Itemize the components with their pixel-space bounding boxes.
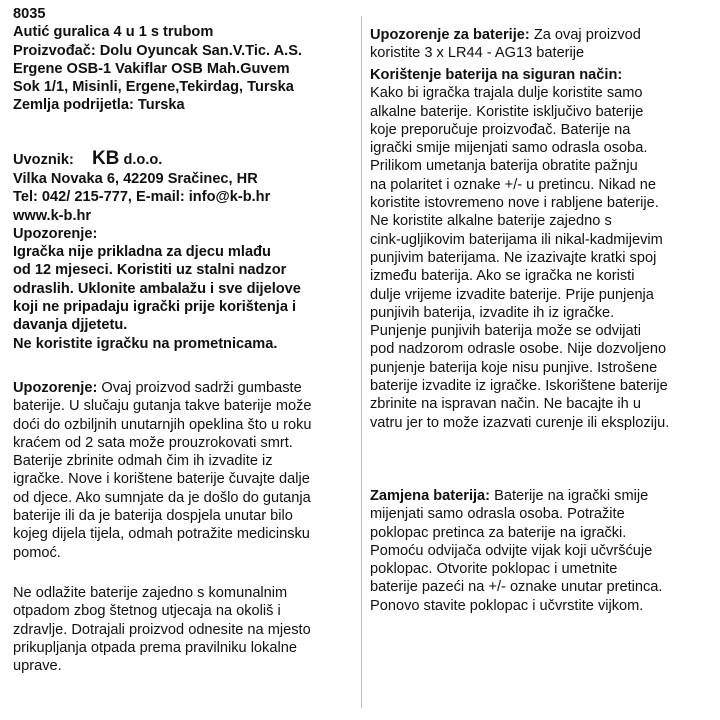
- safe-use-title: Korištenje baterija na siguran način:: [370, 67, 623, 83]
- country-of-origin: Zemlja podrijetla: Turska: [13, 97, 185, 114]
- disposal-line: prikupljanja otpada prema pravilniku lokalne: [13, 639, 297, 656]
- replacement-line: poklopac pretinca za baterije na igrački.: [370, 524, 627, 541]
- importer-brand-logo: KB: [91, 148, 120, 169]
- warning-text-line: baterije ili da je baterija dospjela unutar bilo: [13, 508, 293, 525]
- battery-ingestion-warning: [13, 379, 312, 562]
- battery-replacement: [370, 487, 662, 615]
- safe-use-line: baterije izvadite iz igračke. Iskorištene baterije: [370, 378, 668, 395]
- safe-use-line: Prilikom umetanja baterija obratite pažnju: [370, 158, 638, 175]
- warning-text-line: igračke. Nove i korištene baterije čuvajte dalje: [13, 471, 310, 488]
- importer-website: www.k-b.hr: [13, 207, 92, 224]
- warning-text-line: pomoć.: [13, 544, 61, 561]
- warning-line: davanja djjetetu.: [13, 317, 128, 334]
- replacement-line: Ponovo stavite poklopac i učvrstite vijkom.: [370, 597, 644, 614]
- replacement-line: Pomoću odvijača odvijte vijak koji učvršćuje: [370, 542, 653, 559]
- warning-line: od 12 mjeseci. Koristiti uz stalni nadzor: [13, 262, 287, 279]
- safe-use-line: alkalne baterije. Koristite isključivo baterije: [370, 103, 644, 120]
- warning-text-line: doći do ozbiljnih unutarnjih opeklina što u roku: [13, 416, 312, 433]
- safe-use-line: Kako bi igračka trajala dulje koristite samo: [370, 85, 643, 102]
- safe-use-line: zbrinite na ispravan način. Ne bacajte ih u: [370, 396, 641, 413]
- warning-text-line: od djece. Ako sumnjate da je došlo do gutanja: [13, 489, 311, 506]
- warning-heading: Upozorenje:: [13, 225, 98, 242]
- safe-use-line: Ne koristite alkalne baterije zajedno s: [370, 213, 612, 230]
- safe-use-line: igrački smije mijenjati samo odrasla osoba.: [370, 140, 648, 157]
- product-name: Autić guralica 4 u 1 s trubom: [13, 24, 214, 41]
- disposal-line: otpadom zbog štetnog utjecaja na okoliš i: [13, 603, 281, 620]
- product-header: [13, 5, 302, 115]
- warning-line: Igračka nije prikladna za djecu mlađu: [13, 244, 271, 261]
- column-divider: [361, 16, 362, 708]
- safe-use-line: vatru jer to može izazvati curenje ili eksploziju.: [370, 414, 670, 431]
- replacement-text: Baterije na igrački smije: [490, 488, 649, 504]
- battery-warning-title: Upozorenje za baterije:: [370, 27, 530, 43]
- manufacturer-line: Sok 1/1, Misinli, Ergene,Tekirdag, Turska: [13, 79, 294, 96]
- disposal-line: uprave.: [13, 658, 62, 675]
- warning-text-line: Baterije zbrinite odmah čim ih izvadite iz: [13, 453, 273, 470]
- disposal-line: zdravlje. Dotrajali proizvod odnesite na mjesto: [13, 621, 311, 638]
- battery-warning-text: Za ovaj proizvod: [529, 27, 641, 43]
- battery-type-line: koristite 3 x LR44 - AG13 baterije: [370, 45, 585, 62]
- replacement-line: poklopac. Otvorite poklopac i umetnite: [370, 561, 618, 578]
- battery-type-warning: [370, 26, 641, 63]
- safe-use-line: dulje vrijeme izvadite baterije. Prije punjenja: [370, 286, 654, 303]
- warning-title: Upozorenje:: [13, 380, 98, 396]
- importer-phone-email: Tel: 042/ 215-777, E-mail: info@k-b.hr: [13, 189, 271, 206]
- safe-use-line: na polaritet i oznake +/- u pretincu. Nikad ne: [370, 176, 656, 193]
- disposal-line: Ne odlažite baterije zajedno s komunalnim: [13, 585, 288, 601]
- warning-line: odraslih. Uklonite ambalažu i sve dijelove: [13, 280, 301, 297]
- warning-text: Ovaj proizvod sadrži gumbaste: [97, 380, 302, 396]
- safe-use-line: između baterija. Ako se igračka ne koristi: [370, 268, 635, 285]
- manufacturer-line: Ergene OSB-1 Vakiflar OSB Mah.Guvem: [13, 60, 290, 77]
- importer-contact: [13, 170, 301, 353]
- safe-use-line: koristite istovremeno nove i rabljene baterije.: [370, 195, 659, 212]
- safe-use-line: punjivim baterijama. Ne izazivajte kratki spoj: [370, 249, 657, 266]
- disposal-notice: [13, 584, 311, 675]
- traffic-warning: Ne koristite igračku na prometnicama.: [13, 335, 278, 352]
- safe-use-line: pod nadzorom odrasle osobe. Nije dozvoljeno: [370, 341, 667, 358]
- safe-use-line: Punjenje punjivih baterija može se odvijati: [370, 323, 641, 340]
- replacement-line: mijenjati samo odrasla osoba. Potražite: [370, 506, 625, 523]
- warning-text-line: kojeg dijela tijela, odmah potražite medicinsku: [13, 526, 310, 543]
- warning-line: koji ne pripadaju igrački prije korištenja i: [13, 299, 297, 316]
- replacement-line: baterije pazeći na +/- oznake unutar pretinca.: [370, 579, 663, 596]
- safe-use-line: punjenje baterija koje nisu punjive. Istrošene: [370, 359, 658, 376]
- safe-use-line: koje preporučuje proizvođač. Baterije na: [370, 121, 631, 138]
- safe-use-line: punjivih baterija, izvadite ih iz igračke.: [370, 304, 615, 321]
- safe-use-line: cink-ugljikovim baterijama ili nikal-kadmijevim: [370, 231, 663, 248]
- warning-text-line: kraćem od 2 sata može prouzrokovati smrt.: [13, 434, 293, 451]
- importer-label: Uvoznik:: [13, 152, 74, 168]
- replacement-title: Zamjena baterija:: [370, 488, 491, 504]
- warning-text-line: baterije. U slučaju gutanja takve baterije može: [13, 398, 312, 415]
- importer-suffix: d.o.o.: [119, 152, 163, 168]
- safe-battery-use: [370, 66, 669, 432]
- importer-address: Vilka Novaka 6, 42209 Sračinec, HR: [13, 171, 258, 187]
- importer-line: [13, 148, 162, 171]
- manufacturer-line: Proizvođač: Dolu Oyuncak San.V.Tic. A.S.: [13, 42, 302, 59]
- product-code: 8035: [13, 6, 46, 22]
